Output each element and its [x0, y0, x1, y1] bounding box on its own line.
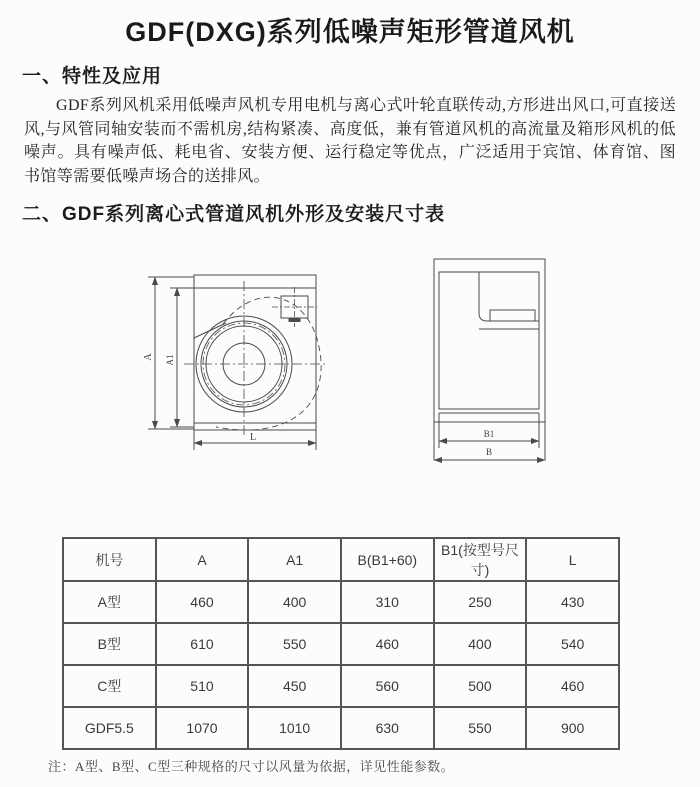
section-1-heading: 一、特性及应用 — [22, 66, 163, 87]
dim-label-b: B — [485, 447, 493, 457]
table-cell: 430 — [526, 581, 619, 623]
table-cell: 310 — [341, 581, 434, 623]
table-footnote: 注：A型、B型、C型三种规格的尺寸以风量为依据，详见性能参数。 — [48, 759, 455, 774]
col-header-a1: A1 — [248, 538, 341, 581]
table-row — [63, 707, 619, 749]
col-header-b1: B1(按型号尺寸) — [434, 538, 527, 581]
table-header-row — [63, 538, 619, 581]
table-cell: 610 — [156, 623, 249, 665]
front-view-drawing — [120, 243, 380, 483]
dimensions-table — [62, 537, 620, 750]
table-cell: 560 — [341, 665, 434, 707]
table-cell: 500 — [434, 665, 527, 707]
dim-label-b1: B1 — [483, 429, 495, 439]
table-cell: 250 — [434, 581, 527, 623]
model-cell: B型 — [63, 623, 156, 665]
intro-paragraph: GDF系列风机采用低噪声风机专用电机与离心式叶轮直联传动,方形进出风口,可直接送风,与风管同轴安装而不需机房,结构紧凑、高度低，兼有管道风机的高流量及箱形风机的低噪声。具有噪声低、耗电省、安装方便、运行稳定等优点，广泛适用于宾馆、体育馆、图书馆等需要低噪声场合的送排风。 — [24, 97, 676, 185]
table-row — [63, 623, 619, 665]
fan-casing-outline — [194, 275, 316, 430]
model-cell: C型 — [63, 665, 156, 707]
dim-label-l: L — [249, 432, 257, 443]
col-header-model: 机号 — [63, 538, 156, 581]
table-cell: 540 — [526, 623, 619, 665]
table-cell: 510 — [156, 665, 249, 707]
table-cell: 460 — [341, 623, 434, 665]
model-cell: A型 — [63, 581, 156, 623]
volute-cutoff-line — [194, 323, 226, 338]
motor-shelf-detail — [479, 272, 539, 329]
table-row — [63, 665, 619, 707]
table-cell: 1010 — [248, 707, 341, 749]
page-title: GDF(DXG)系列低噪声矩形管道风机 — [125, 17, 575, 47]
side-view-drawing — [400, 243, 620, 483]
dimension-a — [148, 277, 194, 429]
table-cell: 550 — [434, 707, 527, 749]
dim-label-a: A — [143, 353, 154, 361]
table-cell: 900 — [526, 707, 619, 749]
model-cell: GDF5.5 — [63, 707, 156, 749]
col-header-l: L — [526, 538, 619, 581]
table-cell: 450 — [248, 665, 341, 707]
table-cell: 1070 — [156, 707, 249, 749]
table-cell: 550 — [248, 623, 341, 665]
col-header-a: A — [156, 538, 249, 581]
table-cell: 400 — [434, 623, 527, 665]
table-row — [63, 581, 619, 623]
table-cell: 460 — [156, 581, 249, 623]
section-2-heading: 二、GDF系列离心式管道风机外形及安装尺寸表 — [22, 204, 446, 225]
casing-inner-outline — [439, 272, 539, 409]
shaft-detail — [272, 287, 317, 327]
col-header-b: B(B1+60) — [341, 538, 434, 581]
table-cell: 460 — [526, 665, 619, 707]
table-cell: 630 — [341, 707, 434, 749]
table-cell: 400 — [248, 581, 341, 623]
dim-label-a1: A1 — [165, 354, 175, 366]
